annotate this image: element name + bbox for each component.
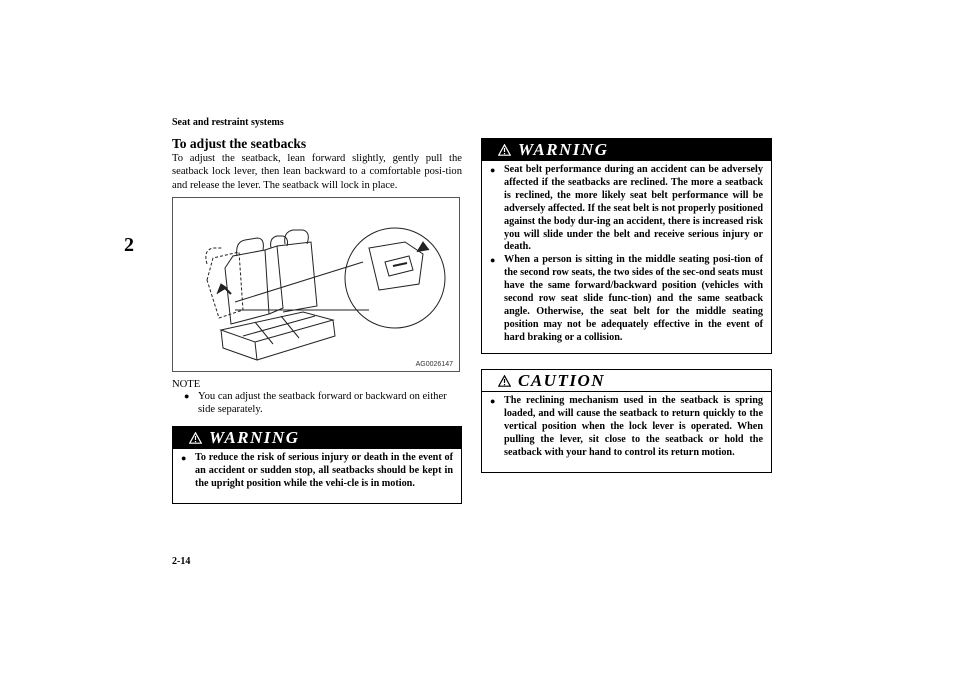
note-label: NOTE	[172, 379, 201, 390]
warning-box-right	[481, 138, 772, 354]
warning-text: When a person is sitting in the middle seating posi-tion of the second row seats, the two sides of the sec-ond seats must have the same forward/backward position (vehicles with second row seat slide func-tion) and the same seatback angle. Otherwise, the seat belt for the middle seating position may not be adequately effective in the event of hard braking or a collision.	[504, 254, 764, 343]
bullet-icon: ●	[490, 165, 496, 175]
caution-text: The reclining mechanism used in the seatback is spring loaded, and will cause the seatback to return quickly to the vertical position when the lock lever is operated. When pulling the lever, sit close to the seatback or hold the seatback with your hand to control its return motion.	[504, 395, 763, 458]
bullet-icon: ●	[181, 453, 187, 463]
warning-text: Seat belt performance during an accident can be adversely affected if the seatbacks are reclined. The more a seatback is reclined, the more likely seat belt performance will be adversely affected. If the seat belt is not properly positioned against the body dur-ing an accident, there is increased risk you will slide under the belt and receive serious injury or death.	[504, 164, 764, 253]
warning-box-left	[172, 426, 462, 504]
rear-seat-drawing	[173, 198, 459, 371]
caution-box	[481, 369, 772, 473]
warning-triangle-icon	[498, 144, 511, 156]
page-number: 2-14	[172, 556, 191, 567]
warning-title: WARNING	[209, 428, 300, 447]
warning-item	[181, 452, 453, 491]
note-text: You can adjust the seatback forward or backward on either side separately.	[198, 391, 447, 415]
warning-header	[173, 427, 461, 449]
warning-header	[482, 139, 771, 161]
note-item	[184, 390, 462, 416]
caution-title: CAUTION	[518, 371, 606, 390]
section-header: Seat and restraint systems	[172, 117, 284, 128]
caution-item	[490, 395, 763, 460]
bullet-icon: ●	[490, 396, 496, 406]
bullet-icon: ●	[184, 391, 190, 401]
caution-triangle-icon	[498, 375, 511, 387]
warning-triangle-icon	[189, 432, 202, 444]
seatback-illustration	[172, 197, 460, 372]
intro-paragraph: To adjust the seatback, lean forward slightly, gently pull the seatback lock lever, then lean backward to a comfortable posi-tion and release the lever. The seatback will lock in place.	[172, 153, 462, 191]
warning-item	[490, 254, 763, 344]
warning-item	[490, 164, 763, 254]
figure-code: AG0026147	[415, 361, 453, 368]
warning-title: WARNING	[518, 140, 609, 159]
page-heading: To adjust the seatbacks	[172, 136, 307, 151]
bullet-icon: ●	[490, 255, 496, 266]
chapter-number: 2	[124, 234, 134, 256]
caution-header	[482, 370, 771, 392]
warning-text: To reduce the risk of serious injury or death in the event of an accident or sudden stop, all seatbacks should be kept in the upright position while the vehi-cle is in motion.	[195, 452, 453, 489]
